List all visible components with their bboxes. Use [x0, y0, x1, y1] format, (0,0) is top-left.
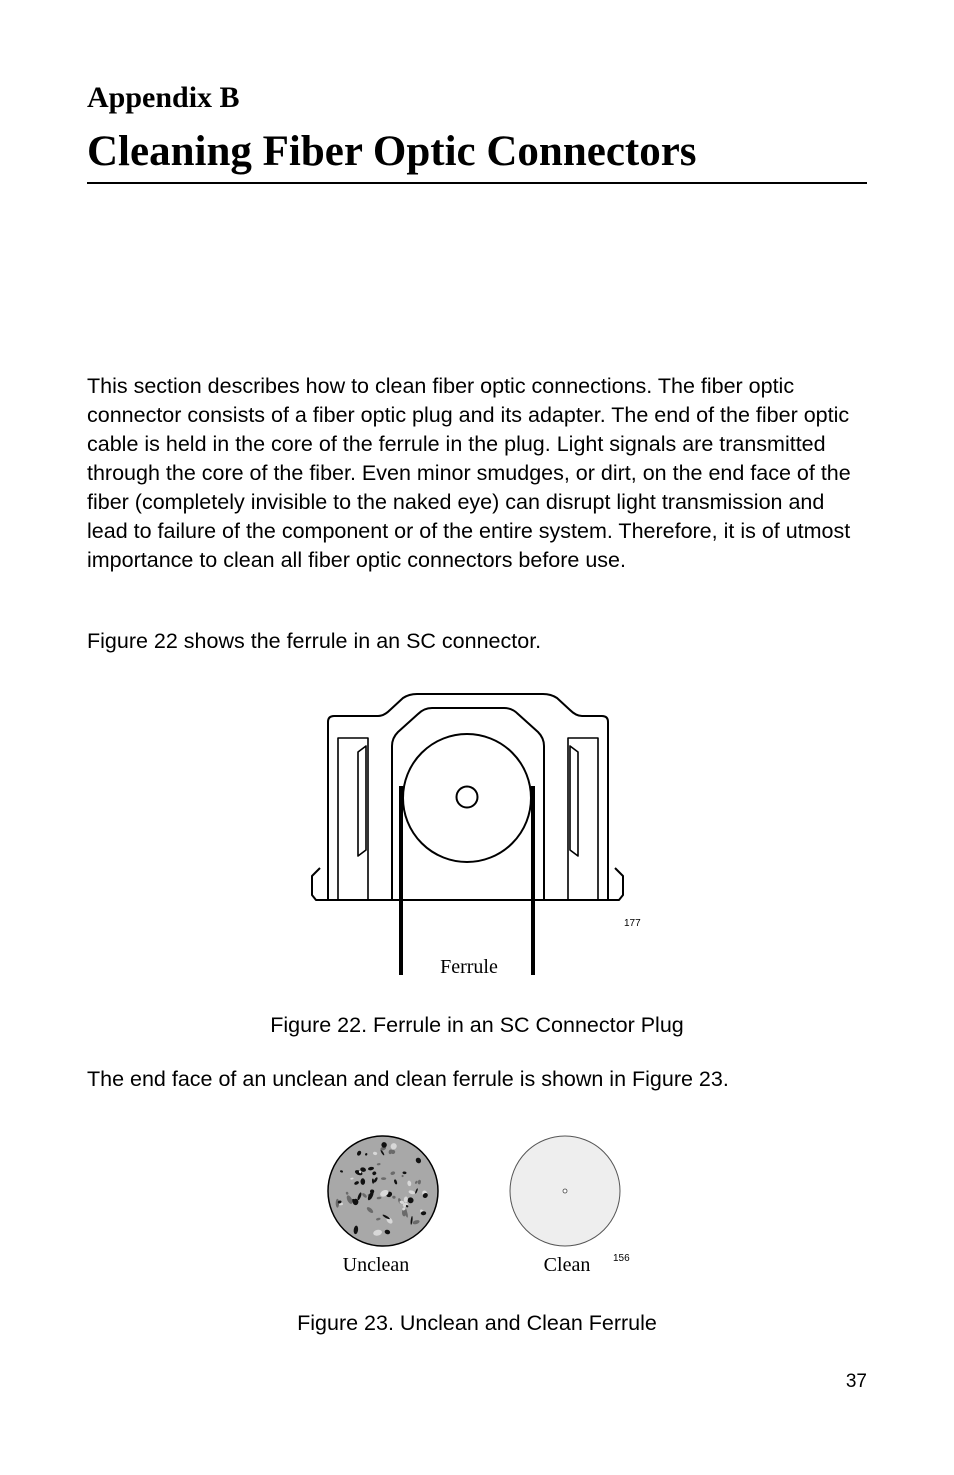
figure22-intro-paragraph: Figure 22 shows the ferrule in an SC connector.: [87, 629, 542, 653]
title-rule: [87, 182, 867, 184]
connector-housing: [328, 694, 608, 900]
connector-right-panel: [568, 738, 598, 900]
clean-label: Clean: [543, 1254, 591, 1276]
figure22-id: 177: [624, 918, 641, 929]
connector-left-panel: [338, 738, 368, 900]
dirt-spot: [381, 1177, 386, 1180]
page-number: 37: [845, 1371, 867, 1392]
ferrule-face: [403, 734, 531, 862]
figure23-id: 156: [613, 1253, 630, 1264]
figure22-sc-connector-drawing: [300, 680, 660, 980]
fiber-core: [457, 787, 478, 808]
appendix-label: Appendix B: [87, 81, 240, 114]
clean-fiber-core: [563, 1189, 567, 1193]
chapter-title: Cleaning Fiber Optic Connectors: [87, 128, 697, 175]
figure23-caption: Figure 23. Unclean and Clean Ferrule: [297, 1311, 657, 1335]
connector-inner-frame: [392, 708, 544, 900]
figure23-intro-paragraph: The end face of an unclean and clean ferrule is shown in Figure 23.: [87, 1067, 729, 1091]
connector-base: [312, 868, 623, 900]
figure23-ferrule-comparison: [320, 1128, 640, 1280]
ferrule-label: Ferrule: [440, 956, 498, 978]
figure22-caption: Figure 22. Ferrule in an SC Connector Plug: [270, 1013, 684, 1037]
intro-paragraph: This section describes how to clean fiber optic connections. The fiber optic connector consists of a fiber optic plug and its adapter. The end of the fiber optic cable is held in the core of the ferrule in the plug. Light signals are transmitted through the core of the fiber. Even minor smudges, or dirt, on the end face of the fiber (completely invisible to the naked eye) can disrupt light transmission and lead to failure of the component or of the entire system. Therefore, it is of utmost importance to clean all fiber optic connectors before use.: [87, 374, 851, 572]
unclean-label: Unclean: [342, 1254, 410, 1276]
